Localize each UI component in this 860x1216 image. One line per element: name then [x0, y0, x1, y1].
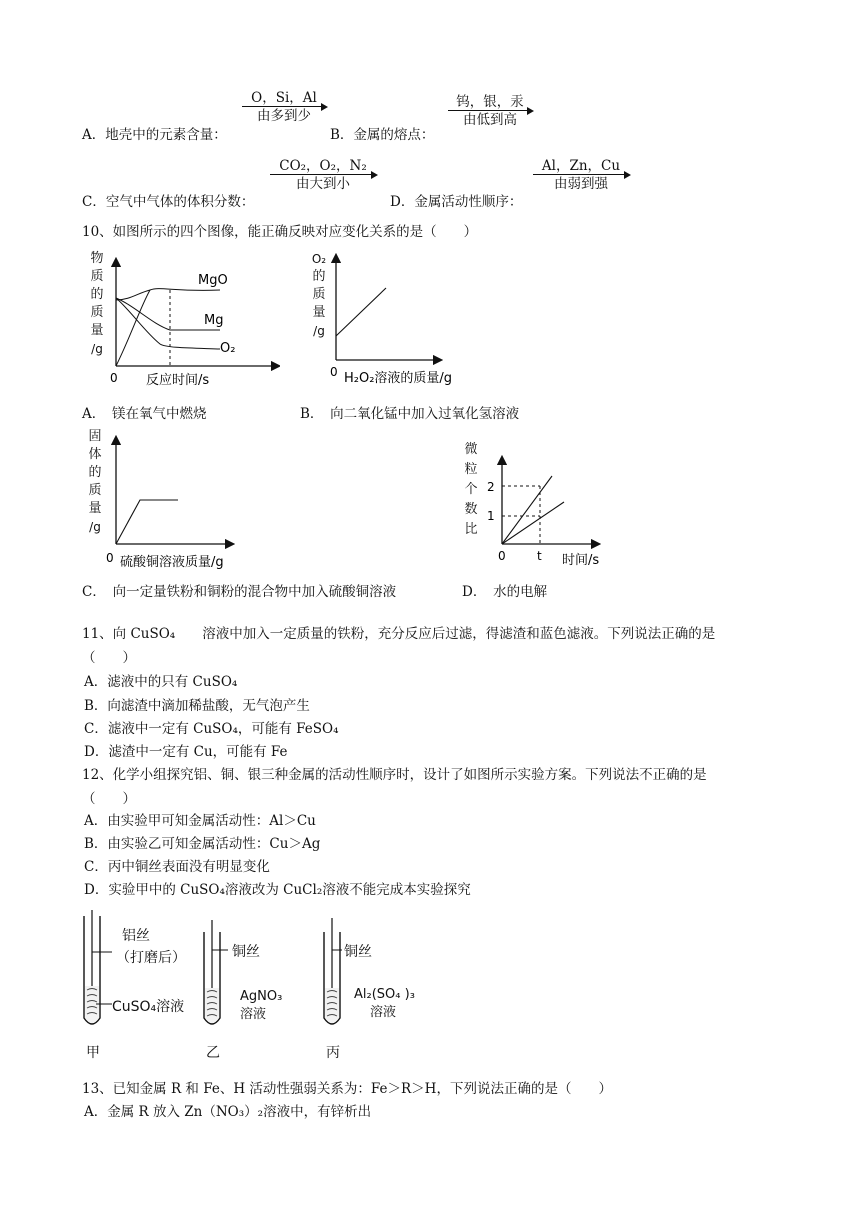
tube-bing-solution [354, 986, 415, 1022]
q9-option-d-arrow [533, 158, 629, 193]
q9-option-a-arrow [242, 90, 326, 125]
graph-c-ylabel-char: /g [89, 520, 101, 534]
tube-bing-solution-word: 溶液 [370, 1005, 397, 1020]
graph-b-ylabel-char: O₂ [311, 252, 327, 266]
q11-paren: （ ） [82, 650, 136, 666]
graph-b-ylabel-char: /g [313, 324, 325, 338]
q10-caption-b: B． 向二氧化锰中加入过氧化氢溶液 [300, 406, 520, 422]
q9-option-d-arrow-line [533, 174, 629, 175]
graph-d-ylabel-char: 个 [464, 482, 478, 497]
tube-yi-wire: 铜丝 [232, 944, 260, 960]
test-tube-yi [204, 920, 228, 1024]
graph-d-xlabel: 时间/s [562, 553, 600, 568]
graph-a-xlabel: 反应时间/s [146, 373, 210, 388]
q9-option-b-arrow-line [448, 110, 532, 111]
graph-d-ylabel-char: 微 [464, 442, 478, 457]
q9-option-d-top: Al，Zn，Cu [541, 158, 621, 174]
q10-stem: 10、如图所示的四个图像，能正确反映对应变化关系的是（ ） [82, 224, 478, 240]
q11-option-c: C．滤液中一定有 CuSO₄，可能有 FeSO₄ [84, 721, 339, 737]
q9-option-c-bottom: 由大到小 [296, 176, 350, 192]
q13-option-a: A．金属 R 放入 Zn（NO₃）₂溶液中，有锌析出 [84, 1104, 372, 1120]
graph-d-ylabel-char: 数 [464, 502, 478, 517]
graph-c-ylabel-char: 质 [88, 483, 102, 498]
graph-c-ylabel-char: 的 [88, 465, 102, 480]
graph-c-origin: 0 [106, 551, 114, 565]
graph-d-ylabel-char: 比 [464, 522, 478, 537]
graph-d-line-o2 [502, 502, 564, 544]
tube-jia-solution: CuSO₄溶液 [112, 999, 185, 1015]
tube-bing-name: 丙 [326, 1045, 340, 1061]
q10-graph-d [460, 436, 620, 572]
test-tube-bing [324, 918, 342, 1024]
q12-option-c: C．丙中铜丝表面没有明显变化 [84, 859, 270, 875]
tube-yi-name: 乙 [206, 1045, 220, 1061]
graph-d-tick-2: 2 [487, 480, 495, 494]
graph-d-origin: 0 [498, 549, 506, 563]
tube-jia-name: 甲 [86, 1045, 100, 1061]
q9-option-a-top: O，Si，Al [251, 90, 317, 106]
graph-d-tick-1: 1 [487, 509, 495, 523]
q10-graph-c [80, 426, 280, 572]
q9-option-b-arrow [448, 94, 532, 129]
graph-c-xlabel: 硫酸铜溶液质量/g [120, 555, 224, 570]
tube-yi-solution-formula: AgNO₃ [240, 989, 283, 1004]
tube-jia-wire-label [116, 925, 186, 969]
graph-a-ylabel-char: 量 [90, 323, 104, 338]
tube-jia-wire-note: （打磨后） [116, 950, 186, 966]
q12-paren: （ ） [82, 791, 136, 807]
q9-option-d-label: D．金属活动性顺序： [390, 194, 523, 210]
tube-bing-solution-formula: Al₂(SO₄ )₃ [354, 987, 415, 1002]
graph-a-curve-mgo [116, 289, 220, 300]
q9-option-a-label: A．地壳中的元素含量： [82, 127, 227, 143]
q9-option-c-label: C．空气中气体的体积分数： [82, 194, 255, 210]
q11-option-d: D．滤渣中一定有 Cu，可能有 Fe [84, 744, 288, 760]
q9-option-a-arrow-line [242, 106, 326, 107]
graph-a-ylabel-char: /g [91, 342, 103, 356]
q9-option-c-arrow-line [270, 174, 376, 175]
q10-caption-d: D． 水的电解 [462, 584, 548, 600]
q12-option-b: B．由实验乙可知金属活动性：Cu＞Ag [84, 836, 321, 852]
graph-d-ylabel [462, 440, 480, 540]
q9-option-b-label: B．金属的熔点： [330, 127, 435, 143]
tube-yi-solution [240, 988, 282, 1024]
graph-a-label-o2: O₂ [220, 341, 236, 356]
graph-c-line [116, 500, 178, 544]
q11-option-b: B．向滤渣中滴加稀盐酸，无气泡产生 [84, 698, 310, 714]
q10-graph-a [80, 248, 280, 398]
graph-c-ylabel [86, 428, 104, 536]
graph-a-ylabel-char: 质 [90, 269, 104, 284]
graph-a-origin: 0 [110, 371, 118, 385]
q11-stem: 11、向 CuSO₄ 溶液中加入一定质量的铁粉，充分反应后过滤，得滤渣和蓝色滤液。下列说法正确的是 [82, 626, 716, 642]
tube-jia-wire: 铝丝 [122, 928, 150, 944]
graph-a-label-mg: Mg [204, 313, 224, 328]
q10-graph-b [300, 248, 500, 393]
q10-caption-c: C． 向一定量铁粉和铜粉的混合物中加入硫酸铜溶液 [82, 584, 397, 600]
test-tube-jia [84, 910, 112, 1024]
graph-d-ylabel-char: 粒 [464, 462, 478, 477]
q9-option-b-bottom: 由低到高 [463, 112, 517, 128]
graph-a-ylabel-char: 的 [90, 287, 104, 302]
graph-d-tick-t: t [537, 549, 542, 563]
q9-option-d-bottom: 由弱到强 [554, 176, 608, 192]
tube-yi-solution-word: 溶液 [240, 1007, 267, 1022]
q12-stem: 12、化学小组探究铝、铜、银三种金属的活动性顺序时，设计了如图所示实验方案。下列说法不正确的是 [82, 767, 707, 783]
graph-b-ylabel [308, 250, 330, 340]
q9-option-c-arrow [270, 158, 376, 193]
q9-option-b-top: 钨，银，汞 [456, 94, 524, 110]
graph-b-ylabel-char: 质 [312, 287, 326, 302]
graph-a-label-mgo: MgO [198, 273, 228, 288]
graph-b-ylabel-char: 量 [312, 305, 326, 320]
graph-b-line [336, 288, 386, 336]
graph-c-ylabel-char: 体 [88, 447, 102, 462]
tube-bing-wire: 铜丝 [344, 944, 372, 960]
graph-c-ylabel-char: 量 [88, 501, 102, 516]
graph-b-ylabel-char: 的 [312, 269, 326, 284]
q13-stem: 13、已知金属 R 和 Fe、H 活动性强弱关系为：Fe＞R＞H，下列说法正确的是（ ） [82, 1081, 612, 1097]
q9-option-a-bottom: 由多到少 [257, 108, 311, 124]
q12-option-d: D．实验甲中的 CuSO₄溶液改为 CuCl₂溶液不能完成本实验探究 [84, 882, 471, 898]
q9-option-c-top: CO₂，O₂，N₂ [279, 158, 367, 174]
graph-b-origin: 0 [330, 365, 338, 379]
graph-a-ylabel-char: 质 [90, 305, 104, 320]
q11-option-a: A．滤液中的只有 CuSO₄ [84, 674, 238, 690]
graph-c-ylabel-char: 固 [88, 429, 102, 444]
q10-caption-a: A． 镁在氧气中燃烧 [82, 406, 207, 422]
graph-a-ylabel-char: 物 [90, 251, 104, 266]
graph-b-xlabel: H₂O₂溶液的质量/g [344, 371, 453, 386]
graph-a-curve-mgo-rise [116, 290, 150, 366]
graph-a-ylabel [88, 250, 106, 358]
q12-option-a: A．由实验甲可知金属活动性：Al＞Cu [84, 813, 316, 829]
